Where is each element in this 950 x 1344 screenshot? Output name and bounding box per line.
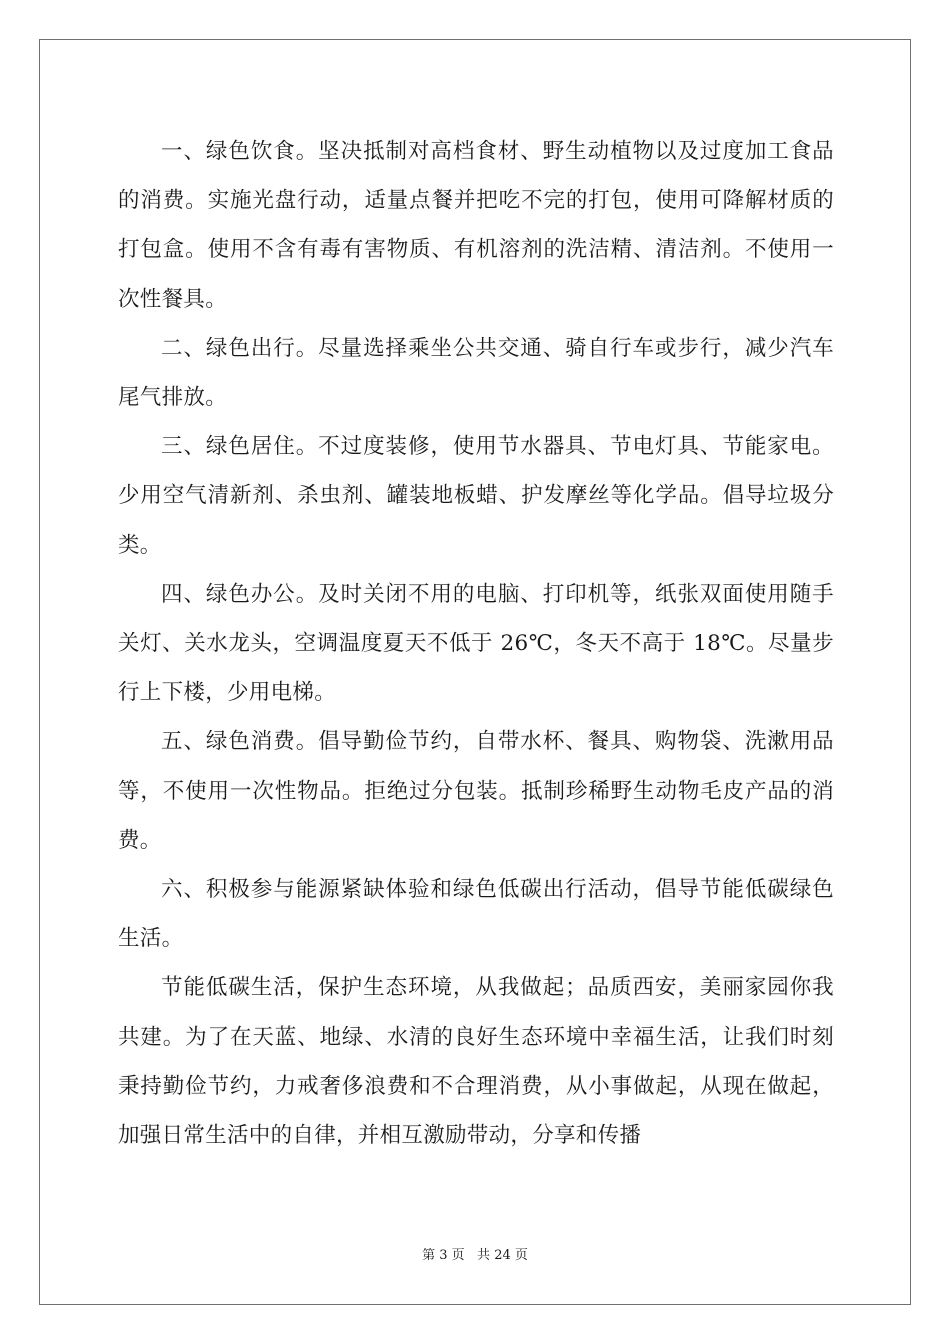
paragraph-green-living: 三、绿色居住。不过度装修，使用节水器具、节电灯具、节能家电。少用空气清新剂、杀虫剂、罐装地板蜡、护发摩丝等化学品。倡导垃圾分类。 (118, 434, 834, 558)
document-body (118, 127, 834, 1160)
page-number: 第 3 页 共 24 页 (422, 1248, 528, 1263)
paragraph-green-office: 四、绿色办公。及时关闭不用的电脑、打印机等，纸张双面使用随手关灯、关水龙头，空调温度夏天不低于 26℃，冬天不高于 18℃。尽量步行上下楼，少用电梯。 (118, 581, 834, 706)
paragraph-closing: 节能低碳生活，保护生态环境，从我做起；品质西安，美丽家园你我共建。为了在天蓝、地绿、水清的良好生态环境中幸福生活，让我们时刻秉持勤俭节约，力戒奢侈浪费和不合理消费，从小事做起，从现在做起，加强日常生活中的自律，并相互激励带动，分享和传播 (118, 975, 834, 1149)
paragraph-green-diet: 一、绿色饮食。坚决抵制对高档食材、野生动植物以及过度加工食品的消费。实施光盘行动，适量点餐并把吃不完的打包，使用可降解材质的打包盒。使用不含有毒有害物质、有机溶剂的洗洁精、清洁剂。不使用一次性餐具。 (118, 139, 834, 312)
paragraph-green-consumption: 五、绿色消费。倡导勤俭节约，自带水杯、餐具、购物袋、洗漱用品等，不使用一次性物品。拒绝过分包装。抵制珍稀野生动物毛皮产品的消费。 (118, 729, 834, 853)
paragraph-low-carbon-activities: 六、积极参与能源紧缺体验和绿色低碳出行活动，倡导节能低碳绿色生活。 (118, 877, 834, 952)
paragraph-green-travel: 二、绿色出行。尽量选择乘坐公共交通、骑自行车或步行，减少汽车尾气排放。 (118, 335, 834, 411)
